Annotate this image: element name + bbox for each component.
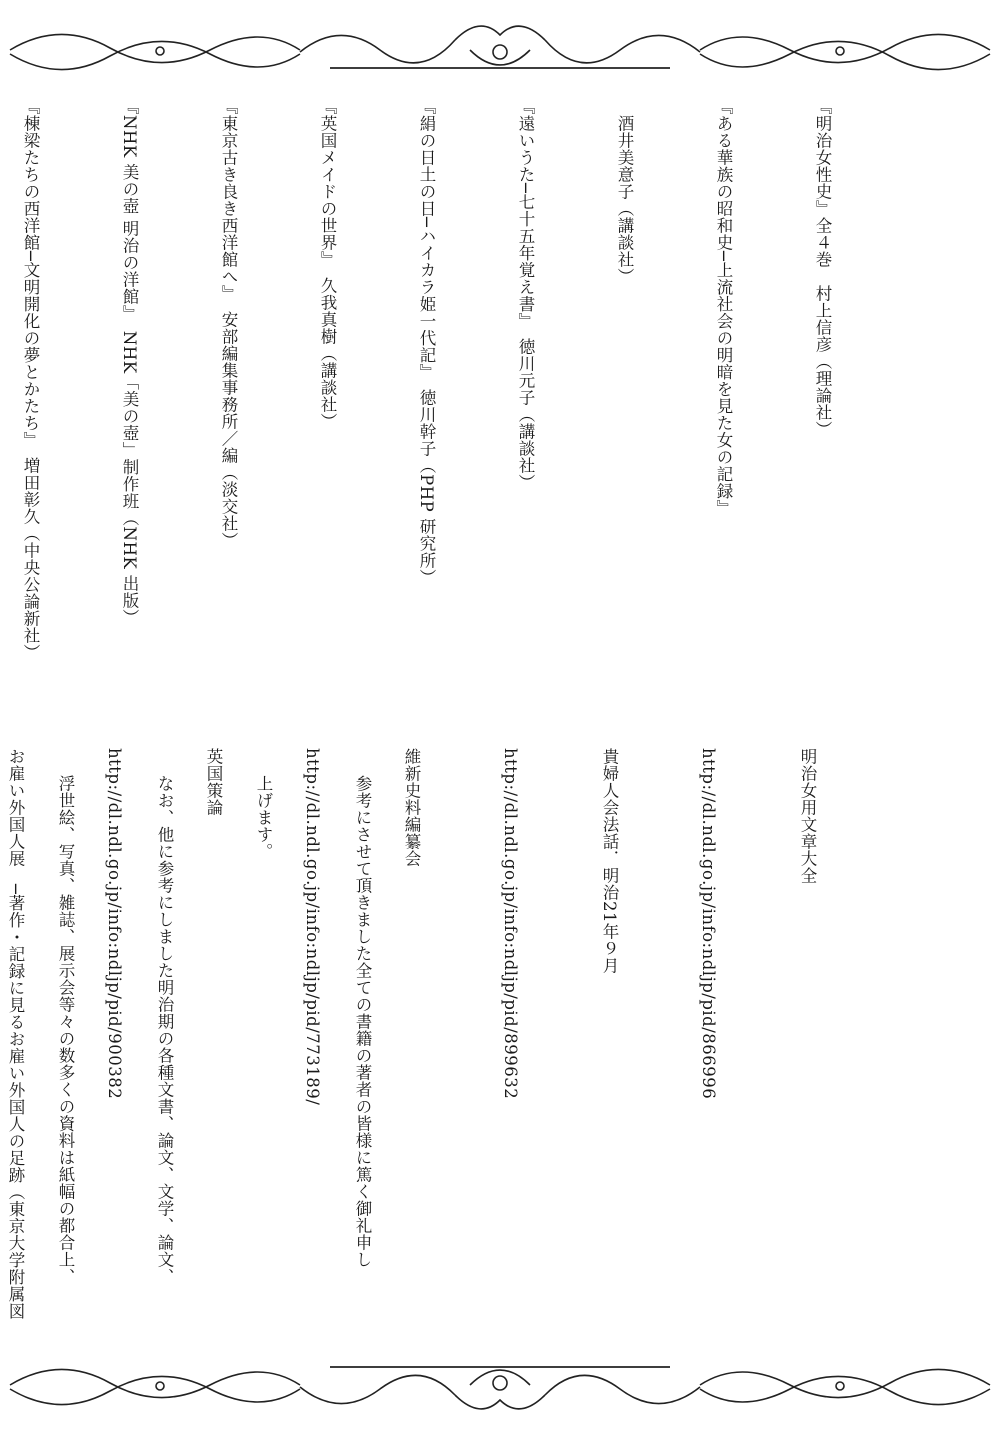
bibliography-entry: 『NHK 美の壺 明治の洋館』 NHK「美の壺」制作班（NHK 出版） <box>120 98 139 626</box>
source-entry: 明治女用文章大全 <box>798 748 817 884</box>
closing-line: 参考にさせて頂きました全ての書籍の著者の皆様に篤く御礼申し <box>353 775 372 1268</box>
bibliography-entry: 『遠いうた─七十五年覚え書』 徳川元子（講談社） <box>516 98 535 492</box>
closing-line: 浮世絵、写真、雑誌、展示会等々の数多くの資料は紙幅の都合上、 <box>56 775 75 1285</box>
source-url: http://dl.ndl.go.jp/info:ndljp/pid/866996 <box>699 748 718 1100</box>
bibliography-list <box>21 98 905 678</box>
source-url: http://dl.ndl.go.jp/info:ndljp/pid/773189/ <box>303 748 322 1106</box>
closing-line: 上げます。 <box>254 775 273 860</box>
source-entry: お雇い外国人展 ─著作・記録に見るお雇い外国人の足跡（東京大学附属図 <box>6 748 25 1320</box>
closing-line: なお、他に参考にしました明治期の各種文書、論文、文学、論文、 <box>155 775 174 1285</box>
bottom-ornament-border <box>0 1345 1000 1425</box>
source-url: http://dl.ndl.go.jp/info:ndljp/pid/900382 <box>105 748 124 1100</box>
bibliography-entry: 『ある華族の昭和史─上流社会の明暗を見た女の記録』 <box>714 98 733 517</box>
source-url: http://dl.ndl.go.jp/info:ndljp/pid/899632 <box>501 748 520 1100</box>
source-entry: 維新史料編纂会 <box>402 748 421 867</box>
bibliography-entry: 『明治女性史』全４巻 村上信彦（理論社） <box>813 98 832 438</box>
source-entry: 貴婦人会法話．明治21年９月 <box>600 748 619 974</box>
top-ornament-border <box>0 10 1000 90</box>
bibliography-entry: 『東京古き良き西洋館へ』 安部編集事務所／編（淡交社） <box>219 98 238 549</box>
source-entry: 英国策論 <box>204 748 223 816</box>
bibliography-entry: 『棟梁たちの西洋館─文明開化の夢とかたち』 増田彰久（中央公論新社） <box>21 98 40 662</box>
bibliography-entry: 『英国メイドの世界』 久我真樹（講談社） <box>318 98 337 430</box>
bibliography-entry: 酒井美意子（講談社） <box>615 98 634 285</box>
bibliography-entry: 『絹の日土の日─ハイカラ姫一代記』 徳川幹子（PHP 研究所） <box>417 98 436 587</box>
